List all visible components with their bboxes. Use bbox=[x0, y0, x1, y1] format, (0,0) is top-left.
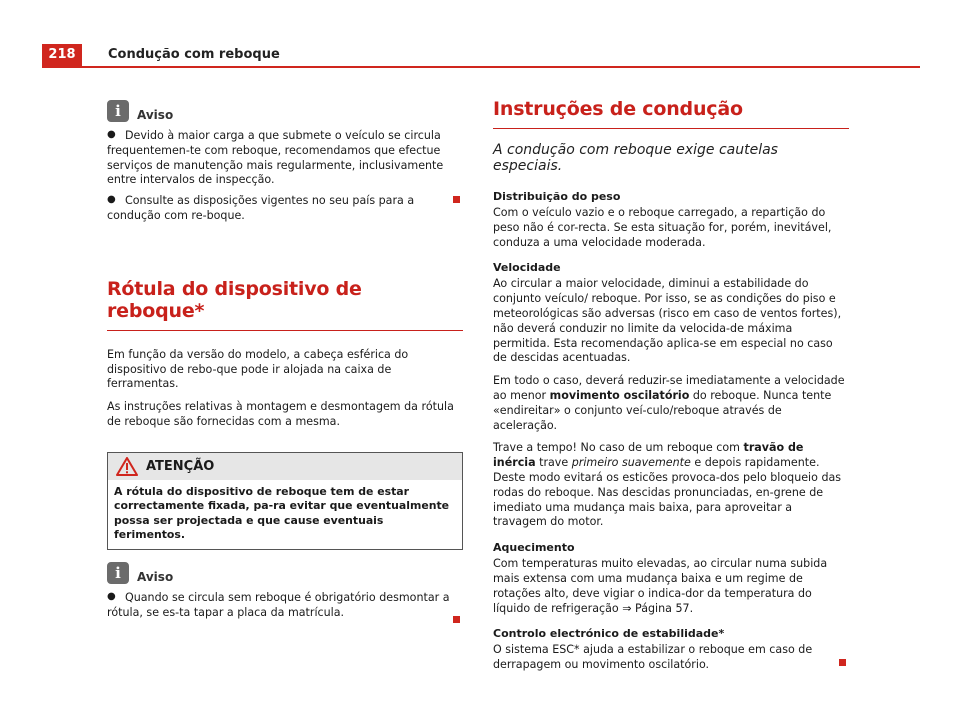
list-item bbox=[107, 591, 463, 621]
bullet-icon: ● bbox=[107, 590, 116, 602]
info-icon: i bbox=[107, 100, 129, 122]
aviso-text: Quando se circula sem reboque é obrigatório desmontar a rótula, se es-ta tapar a placa da matrícula. bbox=[107, 590, 450, 619]
aviso-text: Consulte as disposições vigentes no seu país para a condução com re-boque. bbox=[107, 194, 415, 222]
warning-text: A rótula do dispositivo de reboque tem de estar correctamente fixada, pa-ra evitar que eventualmente possa ser projectada e que cause eventuais ferimentos. bbox=[114, 484, 450, 542]
list-item bbox=[107, 129, 463, 188]
warning-triangle-icon bbox=[116, 457, 138, 476]
aviso-label: Aviso bbox=[137, 569, 174, 584]
aviso-label: Aviso bbox=[137, 108, 174, 122]
subheading: Distribuição do peso bbox=[493, 190, 621, 203]
left-column bbox=[107, 100, 463, 620]
section-subtitle: A condução com reboque exige cautelas especiais. bbox=[493, 142, 778, 174]
list-item bbox=[107, 194, 463, 224]
warning-label: ATENÇÃO bbox=[146, 458, 215, 474]
info-icon: i bbox=[107, 562, 129, 584]
section-end-marker bbox=[453, 196, 460, 203]
aviso-text: Devido à maior carga a que submete o veículo se circula frequentemen-te com reboque, recomendamos que efectue serviços de manutenção mais regularmente, inclusivamente entre intervalos de inspecção. bbox=[107, 129, 444, 187]
right-column bbox=[493, 98, 849, 673]
bullet-icon: ● bbox=[107, 194, 116, 206]
bullet-icon: ● bbox=[107, 129, 116, 140]
page-number: 218 bbox=[42, 44, 82, 66]
subheading: Aquecimento bbox=[493, 541, 575, 555]
section-title: Instruções de condução bbox=[493, 98, 849, 129]
subheading: Velocidade bbox=[493, 261, 561, 275]
subheading: Controlo electrónico de estabilidade* bbox=[493, 627, 725, 641]
warning-box bbox=[107, 452, 463, 550]
paragraph: Ao circular a maior velocidade, diminui a estabilidade do conjunto veículo/ reboque. Por isso, se as condições do piso e meteorológicas são adversas (risco em caso de ventos fortes), não deverá conduzir no limite da velocida-de máxima permitida. Esta recomendação aplica-se em especial no caso de descidas acentuadas. bbox=[493, 277, 842, 365]
paragraph: Com o veículo vazio e o reboque carregado, a repartição do peso não é cor-recta. Se esta situação for, porém, inevitável, conduza a uma velocidade moderada. bbox=[493, 206, 832, 249]
section-title: Rótula do dispositivo de reboque* bbox=[107, 278, 463, 331]
aviso-note-2 bbox=[107, 562, 463, 621]
paragraph: Com temperaturas muito elevadas, ao circular numa subida mais extensa com uma mudança baixa e um regime de rotações alto, deve vigiar o indica-dor da temperatura do líquido de refrigeração ⇒ Página 57. bbox=[493, 557, 828, 615]
page-header bbox=[42, 44, 920, 68]
paragraph: Trave a tempo! No caso de um reboque com travão de inércia trave primeiro suavemente e depois rapidamente. Deste modo evitará os esticões provoca-dos pelo bloqueio das rodas do reboque. Nas descidas pronunciadas, en-grene de imediato uma mudança mais baixa, para aproveitar a travagem do motor. bbox=[493, 441, 842, 529]
paragraph: Em função da versão do modelo, a cabeça esférica do dispositivo de rebo-que pode ir alojada na caixa de ferramentas. bbox=[107, 347, 409, 391]
aviso-note-1 bbox=[107, 100, 463, 224]
paragraph: Em todo o caso, deverá reduzir-se imediatamente a velocidade ao menor movimento oscilatório do reboque. Nunca tente «endireitar» o conjunto veí-culo/reboque através de aceleração. bbox=[493, 374, 845, 432]
paragraph: O sistema ESC* ajuda a estabilizar o reboque em caso de derrapagem ou movimento oscilatório. bbox=[493, 643, 813, 672]
section-end-marker bbox=[839, 659, 846, 666]
section-end-marker bbox=[453, 616, 460, 623]
paragraph: As instruções relativas à montagem e desmontagem da rótula de reboque são fornecidas com a mesma. bbox=[107, 400, 454, 428]
running-title: Condução com reboque bbox=[108, 47, 280, 62]
